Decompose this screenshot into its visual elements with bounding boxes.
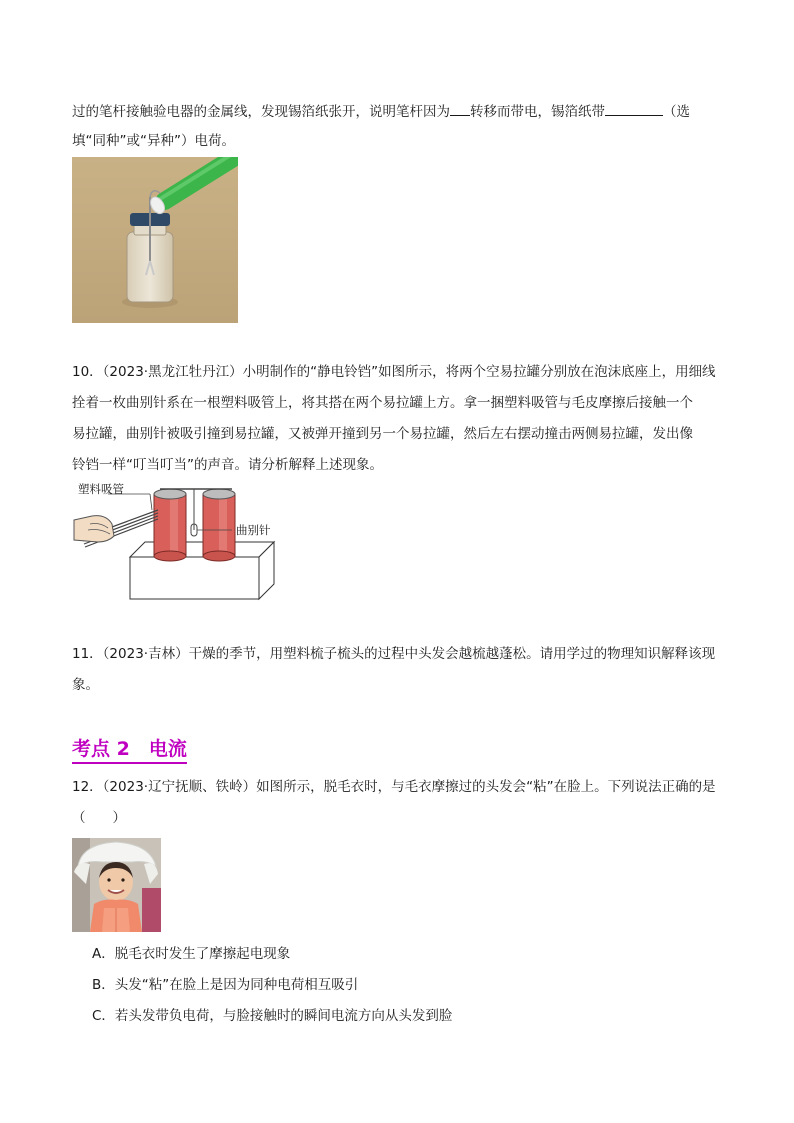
q11-line-2: 象。 xyxy=(72,677,99,693)
q9-text-b: 转移而带电，锡箔纸带 xyxy=(470,104,605,120)
electroscope-photo xyxy=(72,157,238,323)
q10-line-2: 拴着一枚曲别针系在一根塑料吸管上，将其搭在两个易拉罐上方。拿一捆塑料吸管与毛皮摩擦后接触一个 xyxy=(72,395,693,411)
q12-line-1: 12．（2023·辽宁抚顺、铁岭）如图所示，脱毛衣时，与毛衣摩擦过的头发会“粘”在脸上。下列说法正确的是 xyxy=(72,779,716,795)
q10-line-1: 10．（2023·黑龙江牡丹江）小明制作的“静电铃铛”如图所示，将两个空易拉罐分别放在泡沫底座上，用细线 xyxy=(72,364,716,380)
label-straw: 塑料吸管 xyxy=(78,482,124,496)
sweater-photo xyxy=(72,838,161,932)
option-c: C．若头发带负电荷，与脸接触时的瞬间电流方向从头发到脸 xyxy=(92,1008,453,1024)
q10-line-4: 铃铛一样“叮当叮当”的声音。请分析解释上述现象。 xyxy=(72,457,383,473)
option-a: A．脱毛衣时发生了摩擦起电现象 xyxy=(92,946,291,962)
q10-line-3: 易拉罐，曲别针被吸引撞到易拉罐，又被弹开撞到另一个易拉罐，然后左右摆动撞击两侧易拉罐，发出像 xyxy=(72,426,693,442)
q9-text-c: （选 xyxy=(663,104,690,120)
section-heading: 考点 2 电流 xyxy=(72,737,187,764)
label-clip: 曲别针 xyxy=(236,523,271,537)
q9-blank-2 xyxy=(605,101,663,116)
q9-text-a: 过的笔杆接触验电器的金属线，发现锡箔纸张开，说明笔杆因为 xyxy=(72,104,450,120)
q9-line-2: 填“同种”或“异种”）电荷。 xyxy=(72,133,235,149)
q9-line-1 xyxy=(72,101,690,122)
q11-line-1: 11．（2023·吉林）干燥的季节，用塑料梳子梳头的过程中头发会越梳越蓬松。请用学过的物理知识解释该现 xyxy=(72,646,716,662)
static-bell-diagram xyxy=(72,480,302,605)
option-b: B．头发“粘”在脸上是因为同种电荷相互吸引 xyxy=(92,977,359,993)
q9-blank-1 xyxy=(450,101,470,116)
q12-line-2: （ ） xyxy=(72,810,126,826)
